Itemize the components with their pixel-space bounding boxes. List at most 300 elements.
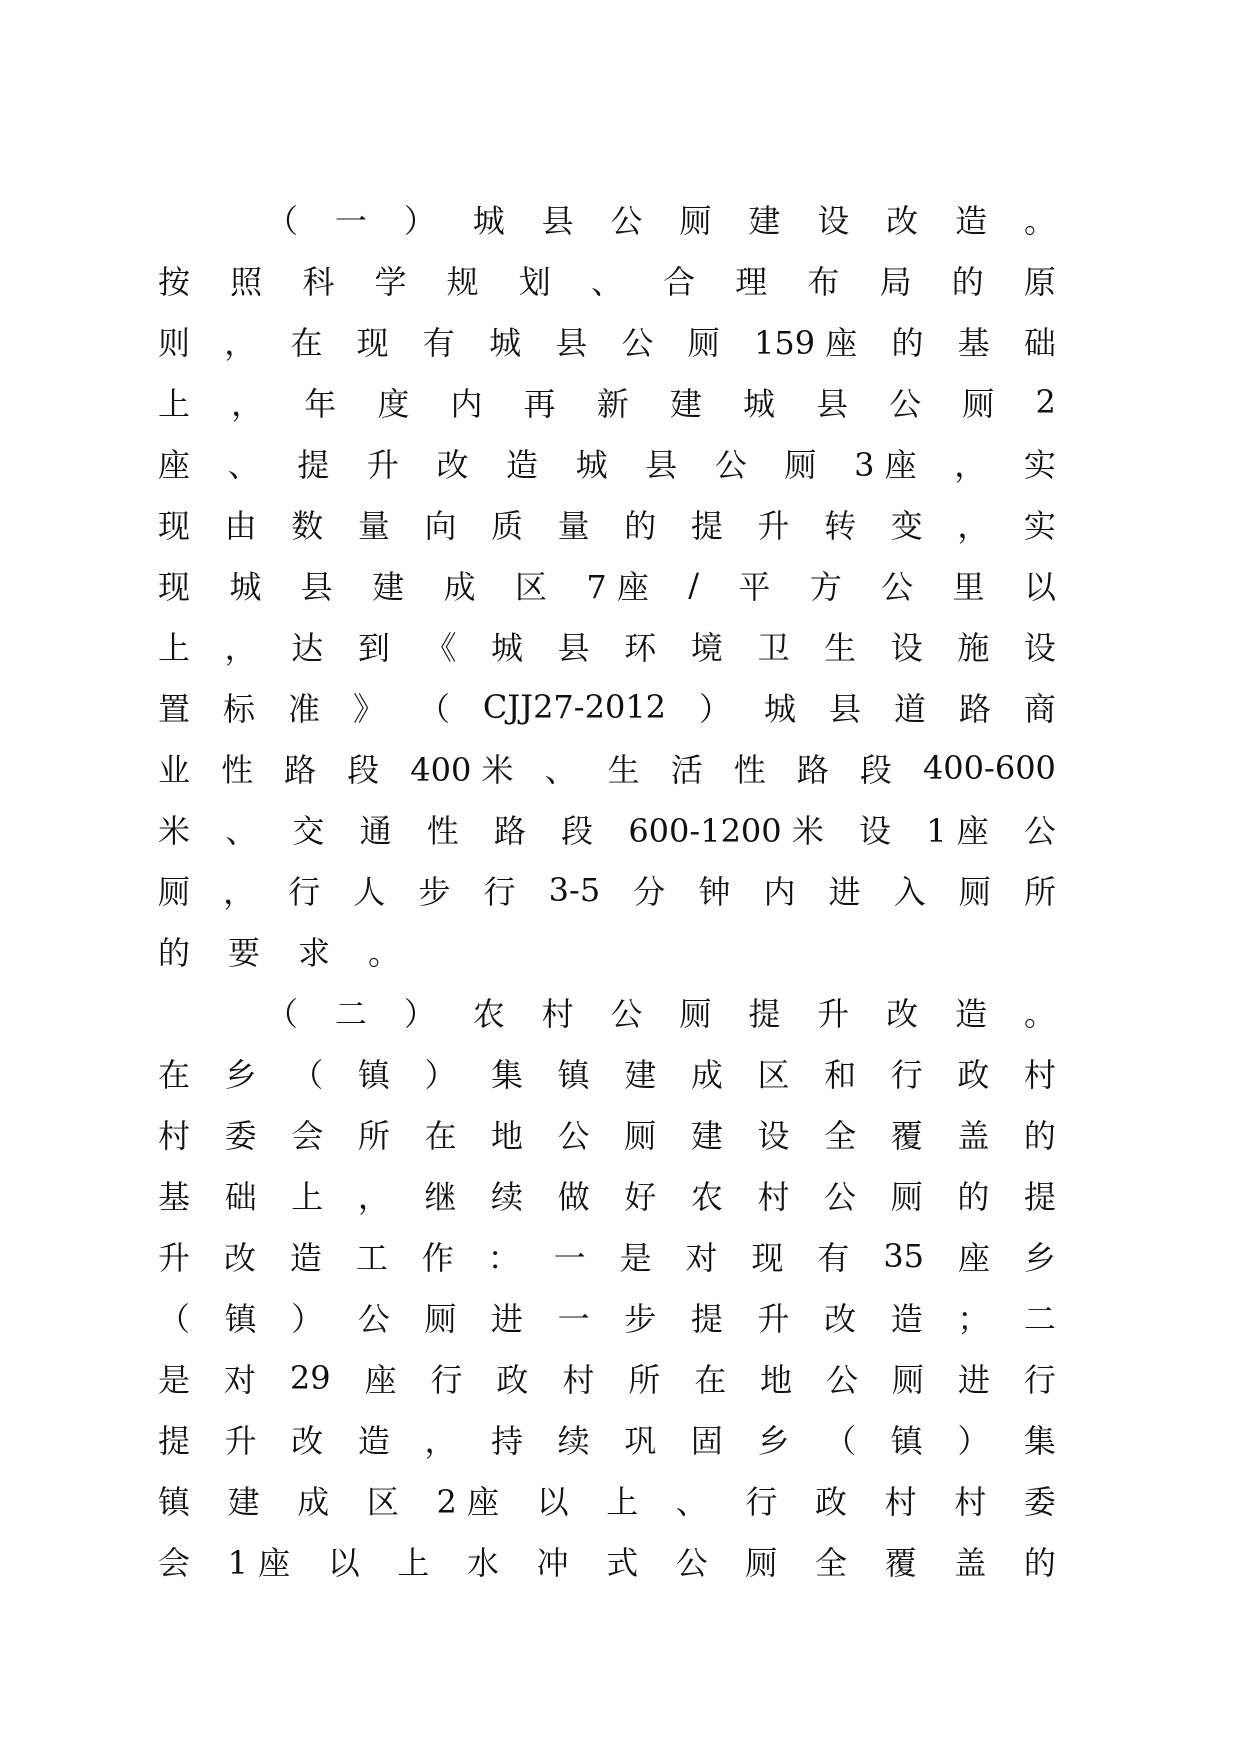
text-token: 村 xyxy=(541,994,574,1033)
text-token: 巩 xyxy=(624,1421,657,1460)
text-token: 提 xyxy=(297,445,330,484)
text-token: 造 xyxy=(357,1421,390,1460)
paragraph-line xyxy=(158,371,1056,432)
text-token: 乡 xyxy=(757,1421,790,1460)
text-token: 按 xyxy=(158,262,191,301)
text-token: 的 xyxy=(891,323,924,362)
text-token: 设 xyxy=(757,1116,790,1155)
text-token: 2 xyxy=(1035,382,1056,421)
text-token: 照 xyxy=(230,262,263,301)
text-token: 村 xyxy=(1023,1055,1056,1094)
text-token: 实 xyxy=(1023,445,1056,484)
text-token: 水 xyxy=(466,1543,499,1582)
text-token: 、 xyxy=(227,445,260,484)
text-token: ， xyxy=(954,445,987,484)
text-token: 是 xyxy=(158,1360,191,1399)
text-token: 厕 xyxy=(784,445,817,484)
text-token: 一 xyxy=(334,201,367,240)
text-token: 厕 xyxy=(958,872,991,911)
text-token: 村 xyxy=(884,1482,917,1521)
text-token: 1 座 xyxy=(926,811,989,850)
text-token: 性 xyxy=(733,750,766,789)
text-token: ） xyxy=(957,1421,990,1460)
text-token: 设 xyxy=(890,628,923,667)
text-token: 厕 xyxy=(687,323,720,362)
text-token: ， xyxy=(357,1177,390,1216)
text-token: 路 xyxy=(796,750,829,789)
paragraph-line xyxy=(158,859,1056,920)
text-token: 质 xyxy=(491,506,524,545)
paragraph-line xyxy=(158,432,1056,493)
text-token: 村 xyxy=(954,1482,987,1521)
text-token: 600-1200 米 xyxy=(628,811,824,850)
text-token: 委 xyxy=(1023,1482,1056,1521)
text-token: 会 xyxy=(158,1543,191,1582)
text-token: 由 xyxy=(224,506,257,545)
text-token: 地 xyxy=(760,1360,793,1399)
text-token: ， xyxy=(224,628,257,667)
text-token: ； xyxy=(957,1299,990,1338)
text-token: 性 xyxy=(221,750,254,789)
text-token: 、 xyxy=(590,262,623,301)
text-token: 活 xyxy=(670,750,703,789)
text-token: 进 xyxy=(828,872,861,911)
paragraph-line xyxy=(158,1408,1056,1469)
text-token: 生 xyxy=(607,750,640,789)
text-token: 盖 xyxy=(954,1543,987,1582)
text-token: 改 xyxy=(824,1299,857,1338)
text-token: 行 xyxy=(890,1055,923,1094)
text-token: 准 xyxy=(287,689,320,728)
text-token: 厕 xyxy=(962,384,995,423)
text-token: 施 xyxy=(957,628,990,667)
text-token: 造 xyxy=(890,1299,923,1338)
text-token: 内 xyxy=(450,384,483,423)
paragraph-line xyxy=(158,493,1056,554)
text-token: 。 xyxy=(368,933,401,972)
text-token: 城 xyxy=(743,384,776,423)
body-text xyxy=(158,188,1056,1591)
text-token: 实 xyxy=(1023,506,1056,545)
text-token: 建 xyxy=(227,1482,260,1521)
text-token: 公 xyxy=(610,994,643,1033)
text-token: 冲 xyxy=(536,1543,569,1582)
text-token: 《 xyxy=(424,628,457,667)
text-token: 城 xyxy=(491,628,524,667)
text-token: 段 xyxy=(561,811,594,850)
text-token: 镇 xyxy=(357,1055,390,1094)
text-token: 所 xyxy=(628,1360,661,1399)
text-token: 向 xyxy=(424,506,457,545)
text-token: 集 xyxy=(1023,1421,1056,1460)
text-token: 路 xyxy=(284,750,317,789)
paragraph-line xyxy=(158,615,1056,676)
text-token: 公 xyxy=(621,323,654,362)
text-token: 米 xyxy=(158,811,191,850)
text-token: 钟 xyxy=(698,872,731,911)
text-token: 一 xyxy=(557,1299,590,1338)
text-token: 一 xyxy=(553,1238,586,1277)
text-token: 有 xyxy=(422,323,455,362)
text-token: 现 xyxy=(356,323,389,362)
text-token: 、 xyxy=(225,811,258,850)
text-token: ， xyxy=(223,872,256,911)
text-token: 提 xyxy=(748,994,781,1033)
text-token: 厕 xyxy=(892,1360,925,1399)
text-token: 农 xyxy=(690,1177,723,1216)
text-token: 交 xyxy=(292,811,325,850)
text-token: 环 xyxy=(624,628,657,667)
text-token: 年 xyxy=(304,384,337,423)
text-token: 升 xyxy=(224,1421,257,1460)
text-token: ） xyxy=(699,689,732,728)
text-token: 科 xyxy=(302,262,335,301)
text-token: 现 xyxy=(158,506,191,545)
text-token: 内 xyxy=(763,872,796,911)
text-token: 公 xyxy=(557,1116,590,1155)
text-token: 全 xyxy=(824,1116,857,1155)
text-token: 厕 xyxy=(745,1543,778,1582)
text-token: 置 xyxy=(158,689,191,728)
text-token: 基 xyxy=(158,1177,191,1216)
text-token: 做 xyxy=(557,1177,590,1216)
text-token: 所 xyxy=(357,1116,390,1155)
text-token: 步 xyxy=(418,872,451,911)
text-token: 提 xyxy=(158,1421,191,1460)
text-token: 3 座 xyxy=(854,445,917,484)
text-token: 对 xyxy=(223,1360,256,1399)
text-token: 持 xyxy=(491,1421,524,1460)
text-token: 原 xyxy=(1023,262,1056,301)
text-token: 改 xyxy=(886,201,919,240)
text-token: 设 xyxy=(859,811,892,850)
text-token: 盖 xyxy=(957,1116,990,1155)
text-token: 商 xyxy=(1023,689,1056,728)
text-token: 境 xyxy=(690,628,723,667)
text-token: 继 xyxy=(424,1177,457,1216)
text-token: 划 xyxy=(518,262,551,301)
text-token: 上 xyxy=(606,1482,639,1521)
text-token: 要 xyxy=(228,933,261,972)
text-token: 3-5 xyxy=(548,870,601,909)
text-token: 则 xyxy=(158,323,191,362)
text-token: 平 xyxy=(738,567,771,606)
text-token: 会 xyxy=(291,1116,324,1155)
text-token: 造 xyxy=(506,445,539,484)
text-token: 公 xyxy=(1023,811,1056,850)
text-token: 建 xyxy=(748,201,781,240)
text-token: 乡 xyxy=(224,1055,257,1094)
text-token: 升 xyxy=(158,1238,191,1277)
text-token: 在 xyxy=(694,1360,727,1399)
text-token: 政 xyxy=(496,1360,529,1399)
text-token: 布 xyxy=(807,262,840,301)
text-token: 城 xyxy=(575,445,608,484)
text-token: ） xyxy=(403,994,436,1033)
text-token: 座 xyxy=(158,445,191,484)
text-token: 量 xyxy=(557,506,590,545)
text-token: 再 xyxy=(523,384,556,423)
text-token: （ xyxy=(417,689,450,728)
text-token: 乡 xyxy=(1023,1238,1056,1277)
text-token: 新 xyxy=(596,384,629,423)
text-token: 城 xyxy=(472,201,505,240)
text-token: 生 xyxy=(824,628,857,667)
text-token: 400 米 xyxy=(410,750,514,789)
text-token: 入 xyxy=(893,872,926,911)
text-token: 覆 xyxy=(890,1116,923,1155)
text-token: ） xyxy=(291,1299,324,1338)
text-token: 的 xyxy=(957,1177,990,1216)
text-token: 厕 xyxy=(890,1177,923,1216)
text-token: 学 xyxy=(374,262,407,301)
text-token: 升 xyxy=(757,1299,790,1338)
paragraph-line xyxy=(158,1225,1056,1286)
text-token: 159 座 xyxy=(753,323,858,362)
text-token: 镇 xyxy=(158,1482,191,1521)
text-token: 村 xyxy=(562,1360,595,1399)
text-token: 县 xyxy=(816,384,849,423)
text-token: 行 xyxy=(1023,1360,1056,1399)
text-token: 路 xyxy=(958,689,991,728)
text-token: ： xyxy=(487,1238,520,1277)
text-token: 设 xyxy=(1023,628,1056,667)
text-token: 改 xyxy=(223,1238,256,1277)
text-token: 段 xyxy=(859,750,892,789)
text-token: 提 xyxy=(690,1299,723,1338)
text-token: 造 xyxy=(955,201,988,240)
text-token: 县 xyxy=(555,323,588,362)
text-token: 升 xyxy=(757,506,790,545)
text-token: （ xyxy=(266,201,299,240)
text-token: 改 xyxy=(436,445,469,484)
text-token: 行 xyxy=(288,872,321,911)
text-token: 方 xyxy=(809,567,842,606)
text-token: 公 xyxy=(824,1177,857,1216)
paragraph-line xyxy=(158,1164,1056,1225)
text-token: 路 xyxy=(493,811,526,850)
text-token: 改 xyxy=(886,994,919,1033)
text-token: 的 xyxy=(158,933,191,972)
text-token: 规 xyxy=(446,262,479,301)
text-token: 公 xyxy=(357,1299,390,1338)
paragraph-line xyxy=(158,1286,1056,1347)
text-token: ） xyxy=(424,1055,457,1094)
text-token: 里 xyxy=(952,567,985,606)
text-token: 进 xyxy=(957,1360,990,1399)
text-token: 量 xyxy=(357,506,390,545)
text-token: （ xyxy=(158,1299,191,1338)
text-token: 道 xyxy=(893,689,926,728)
text-token: 29 xyxy=(289,1358,331,1397)
text-token: 镇 xyxy=(557,1055,590,1094)
text-token: 行 xyxy=(745,1482,778,1521)
text-token: 造 xyxy=(289,1238,322,1277)
text-token: 分 xyxy=(633,872,666,911)
text-token: 县 xyxy=(300,567,333,606)
text-token: 础 xyxy=(224,1177,257,1216)
text-token: 地 xyxy=(491,1116,524,1155)
text-token: 在 xyxy=(424,1116,457,1155)
text-token: 、 xyxy=(675,1482,708,1521)
text-token: 提 xyxy=(690,506,723,545)
text-token: 的 xyxy=(951,262,984,301)
paragraph-line xyxy=(158,1347,1056,1408)
text-token: 覆 xyxy=(884,1543,917,1582)
text-token: 业 xyxy=(158,750,191,789)
text-token: 作 xyxy=(421,1238,454,1277)
text-token: 升 xyxy=(366,445,399,484)
text-token: 转 xyxy=(824,506,857,545)
text-token: ， xyxy=(231,384,264,423)
text-token: 厕 xyxy=(424,1299,457,1338)
text-token: 区 xyxy=(514,567,547,606)
paragraph-line xyxy=(158,798,1056,859)
paragraph-line xyxy=(158,310,1056,371)
text-token: 县 xyxy=(645,445,678,484)
paragraph-line xyxy=(158,1103,1056,1164)
paragraph-line xyxy=(158,676,1056,737)
text-token: 镇 xyxy=(890,1421,923,1460)
text-token: 二 xyxy=(334,994,367,1033)
text-token: / xyxy=(688,565,700,604)
text-token: 提 xyxy=(1023,1177,1056,1216)
paragraph-line xyxy=(158,737,1056,798)
text-token: 卫 xyxy=(757,628,790,667)
text-token: 座 xyxy=(957,1238,990,1277)
text-token: 1 座 xyxy=(227,1543,291,1582)
text-token: 镇 xyxy=(224,1299,257,1338)
text-token: 标 xyxy=(222,689,255,728)
text-token: 座 xyxy=(364,1360,397,1399)
text-token: 础 xyxy=(1023,323,1056,362)
text-token: 达 xyxy=(291,628,324,667)
text-token: 在 xyxy=(290,323,323,362)
text-token: 委 xyxy=(224,1116,257,1155)
text-token: 村 xyxy=(158,1116,191,1155)
text-token: 固 xyxy=(690,1421,723,1460)
text-token: 区 xyxy=(757,1055,790,1094)
text-token: 政 xyxy=(815,1482,848,1521)
paragraph-line xyxy=(158,554,1056,615)
text-token: （ xyxy=(824,1421,857,1460)
text-token: 性 xyxy=(426,811,459,850)
text-token: 以 xyxy=(536,1482,569,1521)
text-token: 的 xyxy=(1023,1543,1056,1582)
text-token: 上 xyxy=(158,384,191,423)
text-token: 人 xyxy=(353,872,386,911)
text-token: 造 xyxy=(955,994,988,1033)
text-token: 数 xyxy=(291,506,324,545)
text-token: 好 xyxy=(624,1177,657,1216)
text-token: 局 xyxy=(879,262,912,301)
text-token: 公 xyxy=(714,445,747,484)
section-heading-rural-toilets xyxy=(158,981,1056,1042)
text-token: 上 xyxy=(158,628,191,667)
text-token: 村 xyxy=(757,1177,790,1216)
text-token: 以 xyxy=(327,1543,360,1582)
text-token: 》 xyxy=(352,689,385,728)
text-token: 上 xyxy=(291,1177,324,1216)
text-token: 二 xyxy=(1023,1299,1056,1338)
text-token: CJJ27-2012 xyxy=(482,687,667,726)
text-token: 基 xyxy=(957,323,990,362)
text-token: 区 xyxy=(366,1482,399,1521)
text-token: （ xyxy=(266,994,299,1033)
text-token: 行 xyxy=(430,1360,463,1399)
text-token: 上 xyxy=(397,1543,430,1582)
text-token: 行 xyxy=(483,872,516,911)
paragraph-line xyxy=(158,1530,1056,1591)
paragraph-line xyxy=(158,1469,1056,1530)
text-token: ， xyxy=(224,323,257,362)
text-token: 段 xyxy=(347,750,380,789)
text-token: 的 xyxy=(1023,1116,1056,1155)
text-token: 建 xyxy=(690,1116,723,1155)
text-token: 公 xyxy=(881,567,914,606)
text-token: 35 xyxy=(883,1236,925,1275)
text-token: 成 xyxy=(297,1482,330,1521)
text-token: 续 xyxy=(557,1421,590,1460)
text-token: 成 xyxy=(690,1055,723,1094)
text-token: 厕 xyxy=(624,1116,657,1155)
text-token: 2 座 xyxy=(436,1482,499,1521)
text-token: 对 xyxy=(685,1238,718,1277)
text-token: 通 xyxy=(359,811,392,850)
text-token: 。 xyxy=(1023,201,1056,240)
text-token: 厕 xyxy=(679,201,712,240)
text-token: ， xyxy=(424,1421,457,1460)
text-token: 和 xyxy=(824,1055,857,1094)
text-token: 现 xyxy=(751,1238,784,1277)
text-token: 。 xyxy=(1023,994,1056,1033)
paragraph-line-end xyxy=(158,920,1056,981)
text-token: 进 xyxy=(491,1299,524,1338)
text-token: 度 xyxy=(377,384,410,423)
text-token: 县 xyxy=(828,689,861,728)
text-token: 公 xyxy=(889,384,922,423)
text-token: 县 xyxy=(557,628,590,667)
text-token: 厕 xyxy=(158,872,191,911)
text-token: （ xyxy=(291,1055,324,1094)
text-token: 求 xyxy=(298,933,331,972)
text-token: 、 xyxy=(544,750,577,789)
text-token: 县 xyxy=(541,201,574,240)
text-token: 理 xyxy=(735,262,768,301)
text-token: 建 xyxy=(669,384,702,423)
text-token: 工 xyxy=(355,1238,388,1277)
text-token: 公 xyxy=(826,1360,859,1399)
text-token: ， xyxy=(957,506,990,545)
text-token: ） xyxy=(403,201,436,240)
text-token: 有 xyxy=(817,1238,850,1277)
text-token: 城 xyxy=(229,567,262,606)
text-token: 的 xyxy=(624,506,657,545)
text-token: 400-600 xyxy=(922,748,1056,787)
text-token: 步 xyxy=(624,1299,657,1338)
text-token: 以 xyxy=(1023,567,1056,606)
text-token: 全 xyxy=(815,1543,848,1582)
paragraph-line xyxy=(158,1042,1056,1103)
text-token: 现 xyxy=(158,567,191,606)
text-token: 设 xyxy=(817,201,850,240)
text-token: 到 xyxy=(357,628,390,667)
text-token: 集 xyxy=(491,1055,524,1094)
text-token: 厕 xyxy=(679,994,712,1033)
text-token: 公 xyxy=(610,201,643,240)
text-token: 升 xyxy=(817,994,850,1033)
text-token: 改 xyxy=(291,1421,324,1460)
